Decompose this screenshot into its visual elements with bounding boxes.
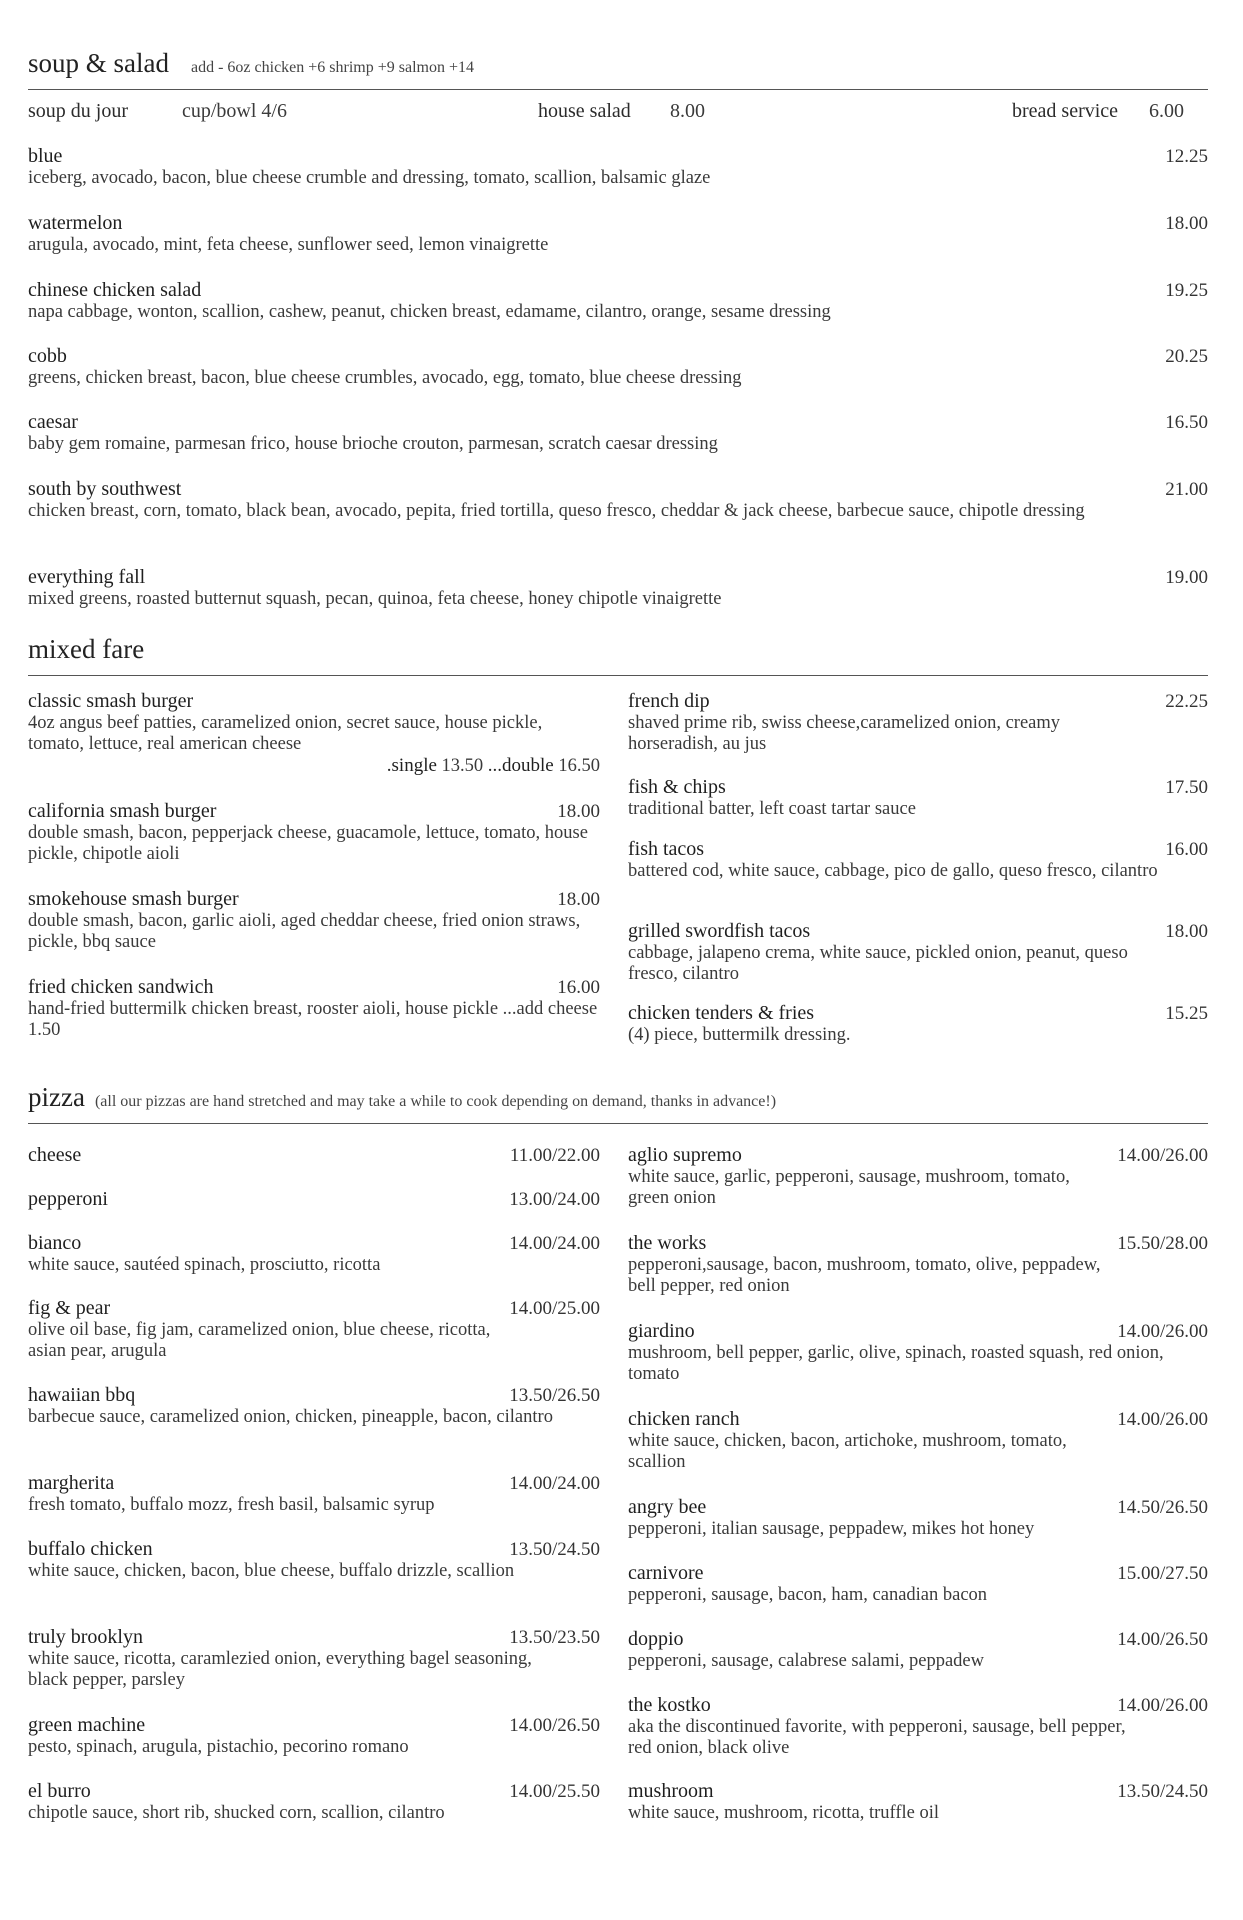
menu-item [28, 478, 1208, 522]
item-desc: double smash, bacon, garlic aioli, aged cheddar cheese, fried onion straws, pickle, bbq sauce [28, 911, 581, 952]
item-desc: chicken breast, corn, tomato, black bean, avocado, pepita, fried tortilla, queso fresco, cheddar & jack cheese, barbecue sauce, chipotle dressing [28, 501, 1085, 521]
item-name: truly brooklyn [28, 1626, 143, 1648]
burger-size-prices [28, 755, 600, 777]
item-name: angry bee [628, 1496, 707, 1518]
item-desc: fresh tomato, buffalo mozz, fresh basil, balsamic syrup [28, 1495, 435, 1515]
item-price: 14.00/26.00 [1117, 1321, 1208, 1342]
menu-item [28, 566, 1208, 610]
mixed-fare-header [28, 634, 1208, 676]
item-price: 14.00/24.00 [509, 1233, 600, 1254]
item-desc: white sauce, mushroom, ricotta, truffle oil [628, 1803, 939, 1823]
item-name: doppio [628, 1628, 684, 1650]
item-name: buffalo chicken [28, 1538, 153, 1560]
item-name: the kostko [628, 1694, 711, 1716]
item-name: carnivore [628, 1562, 704, 1584]
item-desc: white sauce, chicken, bacon, blue cheese, buffalo drizzle, scallion [28, 1561, 515, 1581]
menu-item [628, 1408, 1208, 1473]
item-name: margherita [28, 1472, 115, 1494]
menu-item [28, 1232, 600, 1276]
item-desc: barbecue sauce, caramelized onion, chicken, pineapple, bacon, cilantro [28, 1407, 553, 1427]
menu-item [28, 1714, 600, 1758]
item-desc: double smash, bacon, pepperjack cheese, guacamole, lettuce, tomato, house pickle, chipotle aioli [28, 823, 588, 864]
item-price: 16.00 [557, 977, 600, 998]
item-name: caesar [28, 411, 78, 433]
item-desc: white sauce, garlic, pepperoni, sausage, mushroom, tomato, green onion [628, 1167, 1070, 1208]
item-price: 14.00/26.00 [1117, 1695, 1208, 1716]
item-desc: cabbage, jalapeno crema, white sauce, pickled onion, peanut, queso fresco, cilantro [628, 943, 1128, 984]
pizza-header [28, 1082, 1208, 1124]
item-desc: mushroom, bell pepper, garlic, olive, spinach, roasted squash, red onion, tomato [628, 1343, 1164, 1384]
single-price: 13.50 [441, 756, 484, 776]
item-price: 22.25 [1165, 691, 1208, 712]
double-label: ...double [487, 755, 554, 776]
item-desc: shaved prime rib, swiss cheese,caramelized onion, creamy horseradish, au jus [628, 713, 1061, 754]
item-desc: 4oz angus beef patties, caramelized onion, secret sauce, house pickle, tomato, lettuce, real american cheese [28, 713, 543, 754]
item-price: 18.00 [557, 889, 600, 910]
item-name: grilled swordfish tacos [628, 920, 811, 942]
item-price: 13.50/26.50 [509, 1385, 600, 1406]
menu-item [628, 1144, 1208, 1209]
menu-item [28, 145, 1208, 189]
item-desc: battered cod, white sauce, cabbage, pico de gallo, queso fresco, cilantro [628, 861, 1158, 881]
house-salad-price: 8.00 [670, 100, 705, 122]
item-price: 14.00/25.50 [509, 1781, 600, 1802]
item-name: fish & chips [628, 776, 726, 798]
item-price: 15.25 [1165, 1003, 1208, 1024]
pizza-note: (all our pizzas are hand stretched and may take a while to cook depending on demand, thanks in advance!) [94, 1093, 777, 1110]
menu-item [28, 1626, 600, 1691]
bread-service-price: 6.00 [1149, 100, 1184, 122]
item-price: 19.00 [1165, 567, 1208, 588]
item-price: 18.00 [557, 801, 600, 822]
item-desc: chipotle sauce, short rib, shucked corn, scallion, cilantro [28, 1803, 445, 1823]
item-name: bianco [28, 1232, 82, 1254]
item-desc: pepperoni,sausage, bacon, mushroom, tomato, olive, peppadew, bell pepper, red onion [628, 1255, 1101, 1296]
item-name: classic smash burger [28, 690, 194, 712]
item-desc: pepperoni, sausage, bacon, ham, canadian bacon [628, 1585, 988, 1605]
menu-item [28, 212, 1208, 256]
item-name: the works [628, 1232, 707, 1254]
menu-item [28, 1297, 600, 1362]
item-price: 17.50 [1165, 777, 1208, 798]
item-price: 14.00/26.00 [1117, 1145, 1208, 1166]
item-price: 15.00/27.50 [1117, 1563, 1208, 1584]
item-name: chicken tenders & fries [628, 1002, 815, 1024]
menu-item [628, 1496, 1208, 1540]
item-price: 16.00 [1165, 839, 1208, 860]
menu-item [628, 1320, 1208, 1385]
item-name: everything fall [28, 566, 146, 588]
item-desc: white sauce, chicken, bacon, artichoke, mushroom, tomato, scallion [628, 1431, 1067, 1472]
item-name: chinese chicken salad [28, 279, 202, 301]
menu-item [28, 800, 600, 865]
item-desc: white sauce, ricotta, caramlezied onion, everything bagel seasoning, black pepper, parsley [28, 1649, 532, 1690]
menu-item [628, 1780, 1208, 1824]
item-desc: white sauce, sautéed spinach, prosciutto, ricotta [28, 1255, 381, 1275]
item-desc: iceberg, avocado, bacon, blue cheese crumble and dressing, tomato, scallion, balsamic glaze [28, 168, 711, 188]
item-desc: baby gem romaine, parmesan frico, house brioche crouton, parmesan, scratch caesar dressing [28, 434, 718, 454]
item-desc: mixed greens, roasted butternut squash, pecan, quinoa, feta cheese, honey chipotle vinaigrette [28, 589, 722, 609]
menu-item [28, 1780, 600, 1824]
menu-item [28, 1538, 600, 1582]
menu-item [628, 920, 1208, 985]
item-name: cheese [28, 1144, 82, 1166]
item-price: 13.50/23.50 [509, 1627, 600, 1648]
item-name: fish tacos [628, 838, 705, 860]
item-name: giardino [628, 1320, 695, 1342]
section-title: soup & salad [28, 48, 169, 78]
item-price: 13.00/24.00 [509, 1189, 600, 1210]
house-salad-name: house salad [538, 100, 631, 122]
item-name: chicken ranch [628, 1408, 740, 1430]
item-price: 13.50/24.50 [1117, 1781, 1208, 1802]
item-price: 18.00 [1165, 921, 1208, 942]
item-desc: pesto, spinach, arugula, pistachio, pecorino romano [28, 1737, 409, 1757]
menu-item [28, 690, 600, 777]
menu-item [628, 1562, 1208, 1606]
item-name: french dip [628, 690, 710, 712]
item-name: cobb [28, 345, 67, 367]
item-price: 12.25 [1165, 146, 1208, 167]
item-price: 14.00/26.50 [509, 1715, 600, 1736]
item-name: mushroom [628, 1780, 714, 1802]
menu-item [28, 411, 1208, 455]
item-name: green machine [28, 1714, 146, 1736]
item-price: 14.00/24.00 [509, 1473, 600, 1494]
item-desc: traditional batter, left coast tartar sauce [628, 799, 916, 819]
item-name: smokehouse smash burger [28, 888, 239, 910]
item-name: el burro [28, 1780, 91, 1802]
item-price: 11.00/22.00 [509, 1145, 600, 1166]
item-desc: napa cabbage, wonton, scallion, cashew, peanut, chicken breast, edamame, cilantro, orange, sesame dressing [28, 302, 831, 322]
starter-line [28, 100, 1208, 126]
item-price: 18.00 [1165, 213, 1208, 234]
menu-item [628, 690, 1208, 755]
menu-item [28, 976, 600, 1041]
item-name: south by southwest [28, 478, 182, 500]
item-name: california smash burger [28, 800, 217, 822]
item-price: 14.00/26.50 [1117, 1629, 1208, 1650]
soup-salad-header [28, 48, 1208, 90]
item-name: fig & pear [28, 1297, 111, 1319]
menu-item [628, 776, 1208, 820]
item-name: watermelon [28, 212, 123, 234]
double-price: 16.50 [558, 756, 600, 776]
menu-item [28, 888, 600, 953]
menu-item [628, 1002, 1208, 1046]
soup-name: soup du jour [28, 100, 128, 122]
bread-service-name: bread service [1012, 100, 1119, 122]
item-price: 19.25 [1165, 280, 1208, 301]
item-desc: aka the discontinued favorite, with pepperoni, sausage, bell pepper, red onion, black olive [628, 1717, 1126, 1758]
menu-item [28, 1188, 600, 1211]
menu-item [628, 1628, 1208, 1672]
menu-item [628, 838, 1208, 882]
soup-price: cup/bowl 4/6 [182, 100, 287, 122]
item-price: 13.50/24.50 [509, 1539, 600, 1560]
single-label: .single [386, 755, 437, 776]
item-name: aglio supremo [628, 1144, 742, 1166]
menu-item [628, 1232, 1208, 1297]
item-price: 15.50/28.00 [1117, 1233, 1208, 1254]
menu-item [28, 1384, 600, 1428]
item-desc: (4) piece, buttermilk dressing. [628, 1025, 851, 1045]
item-desc: arugula, avocado, mint, feta cheese, sunflower seed, lemon vinaigrette [28, 235, 549, 255]
item-name: blue [28, 145, 63, 167]
item-desc: pepperoni, sausage, calabrese salami, peppadew [628, 1651, 984, 1671]
item-name: pepperoni [28, 1188, 108, 1210]
menu-item [28, 345, 1208, 389]
menu-item [628, 1694, 1208, 1759]
item-desc: greens, chicken breast, bacon, blue cheese crumbles, avocado, egg, tomato, blue cheese dressing [28, 368, 742, 388]
menu-item [28, 1472, 600, 1516]
item-price: 21.00 [1165, 479, 1208, 500]
section-title: mixed fare [28, 634, 145, 664]
item-price: 14.00/25.00 [509, 1298, 600, 1319]
addons-note: add - 6oz chicken +6 shrimp +9 salmon +14 [191, 59, 475, 76]
item-desc: olive oil base, fig jam, caramelized onion, blue cheese, ricotta, asian pear, arugula [28, 1320, 491, 1361]
item-price: 14.00/26.00 [1117, 1409, 1208, 1430]
item-price: 16.50 [1165, 412, 1208, 433]
item-name: fried chicken sandwich [28, 976, 214, 998]
item-price: 14.50/26.50 [1117, 1497, 1208, 1518]
item-name: hawaiian bbq [28, 1384, 136, 1406]
item-price: 20.25 [1165, 346, 1208, 367]
menu-item [28, 279, 1208, 323]
item-desc: pepperoni, italian sausage, peppadew, mikes hot honey [628, 1519, 1035, 1539]
section-title: pizza [28, 1082, 85, 1112]
item-desc: hand-fried buttermilk chicken breast, rooster aioli, house pickle ...add cheese 1.50 [28, 999, 598, 1040]
menu-item [28, 1144, 600, 1167]
